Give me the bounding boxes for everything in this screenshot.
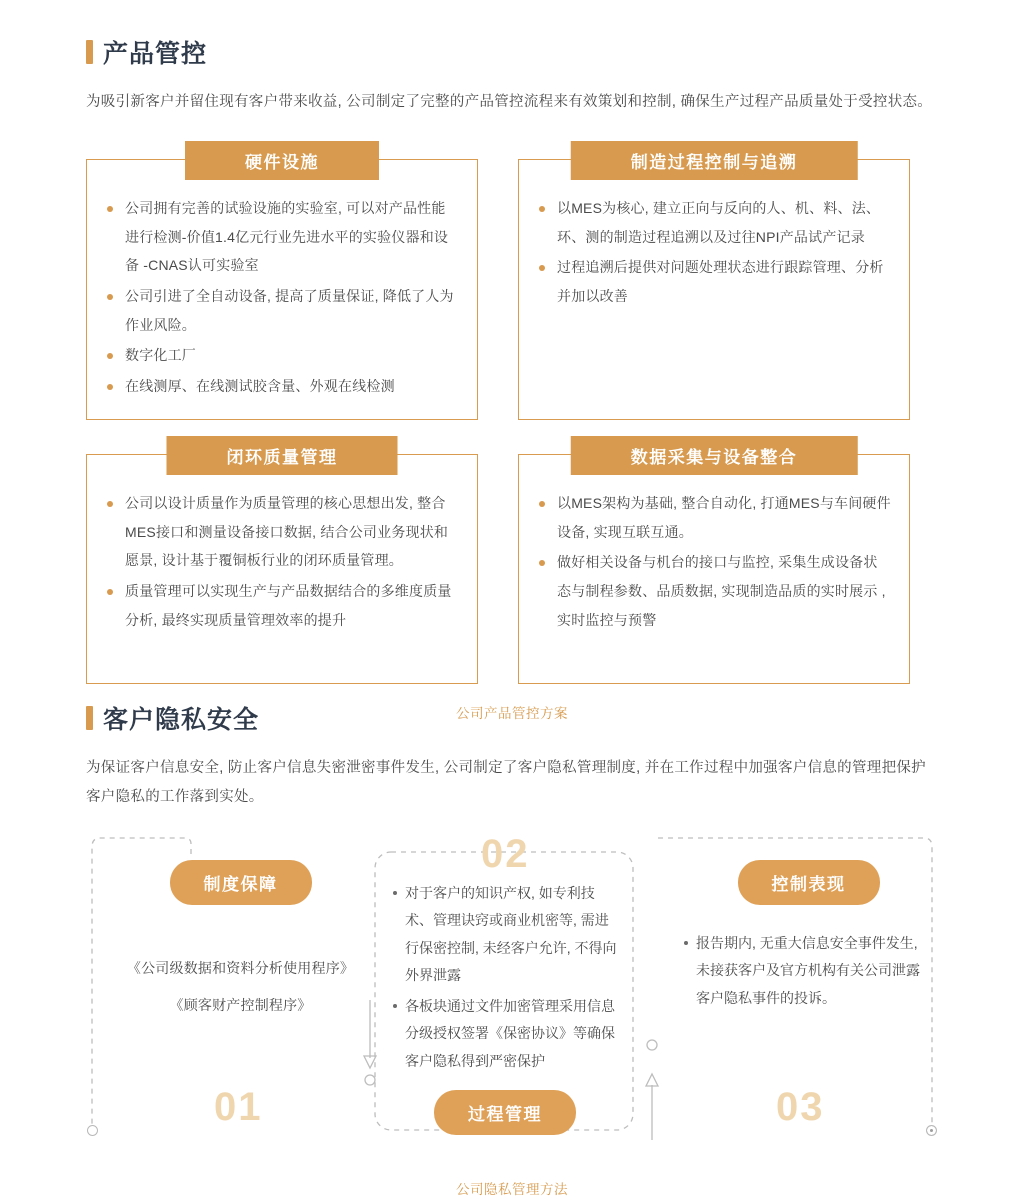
privacy-step-01 (118, 860, 363, 1020)
card-manufacturing-trace-list (537, 194, 891, 311)
privacy-intro-text: 为保证客户信息安全, 防止客户信息失密泄密事件发生, 公司制定了客户隐私管理制度, 并在工作过程中加强客户信息的管理把保护客户隐私的工作落到实处。 (86, 760, 926, 805)
privacy-section-title: 客户隐私安全 (103, 706, 260, 734)
list-item: 公司拥有完善的试验设施的实验室, 可以对产品性能进行检测-价值1.4亿元行业先进水平的实验仪器和设备 -CNAS认可实验室 (105, 194, 459, 280)
privacy-section (86, 700, 938, 1198)
card-closed-loop-quality (86, 447, 478, 684)
product-caption: 公司产品管控方案 (456, 705, 568, 721)
privacy-step-03-content (682, 930, 924, 1012)
step-01-number: 01 (214, 1085, 263, 1129)
privacy-step-03 (686, 860, 931, 905)
step-02-number: 02 (481, 832, 530, 876)
card-data-collection (518, 447, 910, 684)
list-item: 过程追溯后提供对问题处理状态进行跟踪管理、分析并加以改善 (537, 253, 891, 310)
product-section-title: 产品管控 (103, 40, 208, 68)
card-data-collection-list (537, 489, 891, 634)
step-02-list (391, 880, 619, 1075)
card-manufacturing-trace-title: 制造过程控制与追溯 (571, 141, 858, 180)
step-01-line-2: 《顾客财产控制程序》 (169, 997, 312, 1014)
list-item: 数字化工厂 (105, 341, 459, 370)
card-manufacturing-trace (518, 153, 910, 420)
heading-bar-icon (86, 706, 93, 730)
card-hardware-list (105, 194, 459, 401)
card-hardware-title: 硬件设施 (185, 141, 379, 180)
list-item: 报告期内, 无重大信息安全事件发生, 未接获客户及官方机构有关公司泄露客户隐私事件的投诉。 (682, 930, 924, 1012)
list-item: 对于客户的知识产权, 如专利技术、管理诀窍或商业机密等, 需进行保密控制, 未经客户允许, 不得向外界泄露 (391, 880, 619, 989)
step-01-line-1: 《公司级数据和资料分析使用程序》 (126, 960, 355, 976)
privacy-step-02 (425, 1090, 585, 1135)
list-item: 公司以设计质量作为质量管理的核心思想出发, 整合MES接口和测量设备接口数据, 结合公司业务现状和愿景, 设计基于覆铜板行业的闭环质量管理。 (105, 489, 459, 575)
step-02-label: 过程管理 (434, 1090, 576, 1135)
privacy-section-heading (86, 700, 938, 736)
diagram-endpoint-dot-right (926, 1125, 937, 1136)
list-item: 质量管理可以实现生产与产品数据结合的多维度质量分析, 最终实现质量管理效率的提升 (105, 577, 459, 634)
list-item: 公司引进了全自动设备, 提高了质量保证, 降低了人为作业风险。 (105, 282, 459, 339)
diagram-endpoint-dot-left (87, 1125, 98, 1136)
product-section (86, 34, 938, 722)
product-intro-text: 为吸引新客户并留住现有客户带来收益, 公司制定了完整的产品管控流程来有效策划和控制, 确保生产过程产品质量处于受控状态。 (86, 94, 933, 110)
privacy-step-02-content (391, 880, 619, 1075)
product-section-heading (86, 34, 938, 70)
privacy-diagram (86, 832, 938, 1170)
step-01-label: 制度保障 (170, 860, 312, 905)
card-data-collection-title: 数据采集与设备整合 (571, 436, 858, 475)
card-hardware (86, 153, 478, 420)
heading-bar-icon (86, 40, 93, 64)
step-03-list (682, 930, 924, 1012)
privacy-caption: 公司隐私管理方法 (456, 1182, 568, 1197)
card-closed-loop-quality-title: 闭环质量管理 (167, 436, 398, 475)
product-card-grid (86, 153, 938, 684)
list-item: 以MES架构为基础, 整合自动化, 打通MES与车间硬件设备, 实现互联互通。 (537, 489, 891, 546)
list-item: 做好相关设备与机台的接口与监控, 采集生成设备状态与制程参数、品质数据, 实现制造品质的实时展示 , 实时监控与预警 (537, 548, 891, 634)
list-item: 各板块通过文件加密管理采用信息分级授权签署《保密协议》等确保客户隐私得到严密保护 (391, 993, 619, 1075)
list-item: 以MES为核心, 建立正向与反向的人、机、料、法、环、测的制造过程追溯以及过往NPI产品试产记录 (537, 194, 891, 251)
step-03-label: 控制表现 (738, 860, 880, 905)
step-03-number: 03 (776, 1085, 825, 1129)
list-item: 在线测厚、在线测试胶含量、外观在线检测 (105, 372, 459, 401)
card-closed-loop-quality-list (105, 489, 459, 634)
